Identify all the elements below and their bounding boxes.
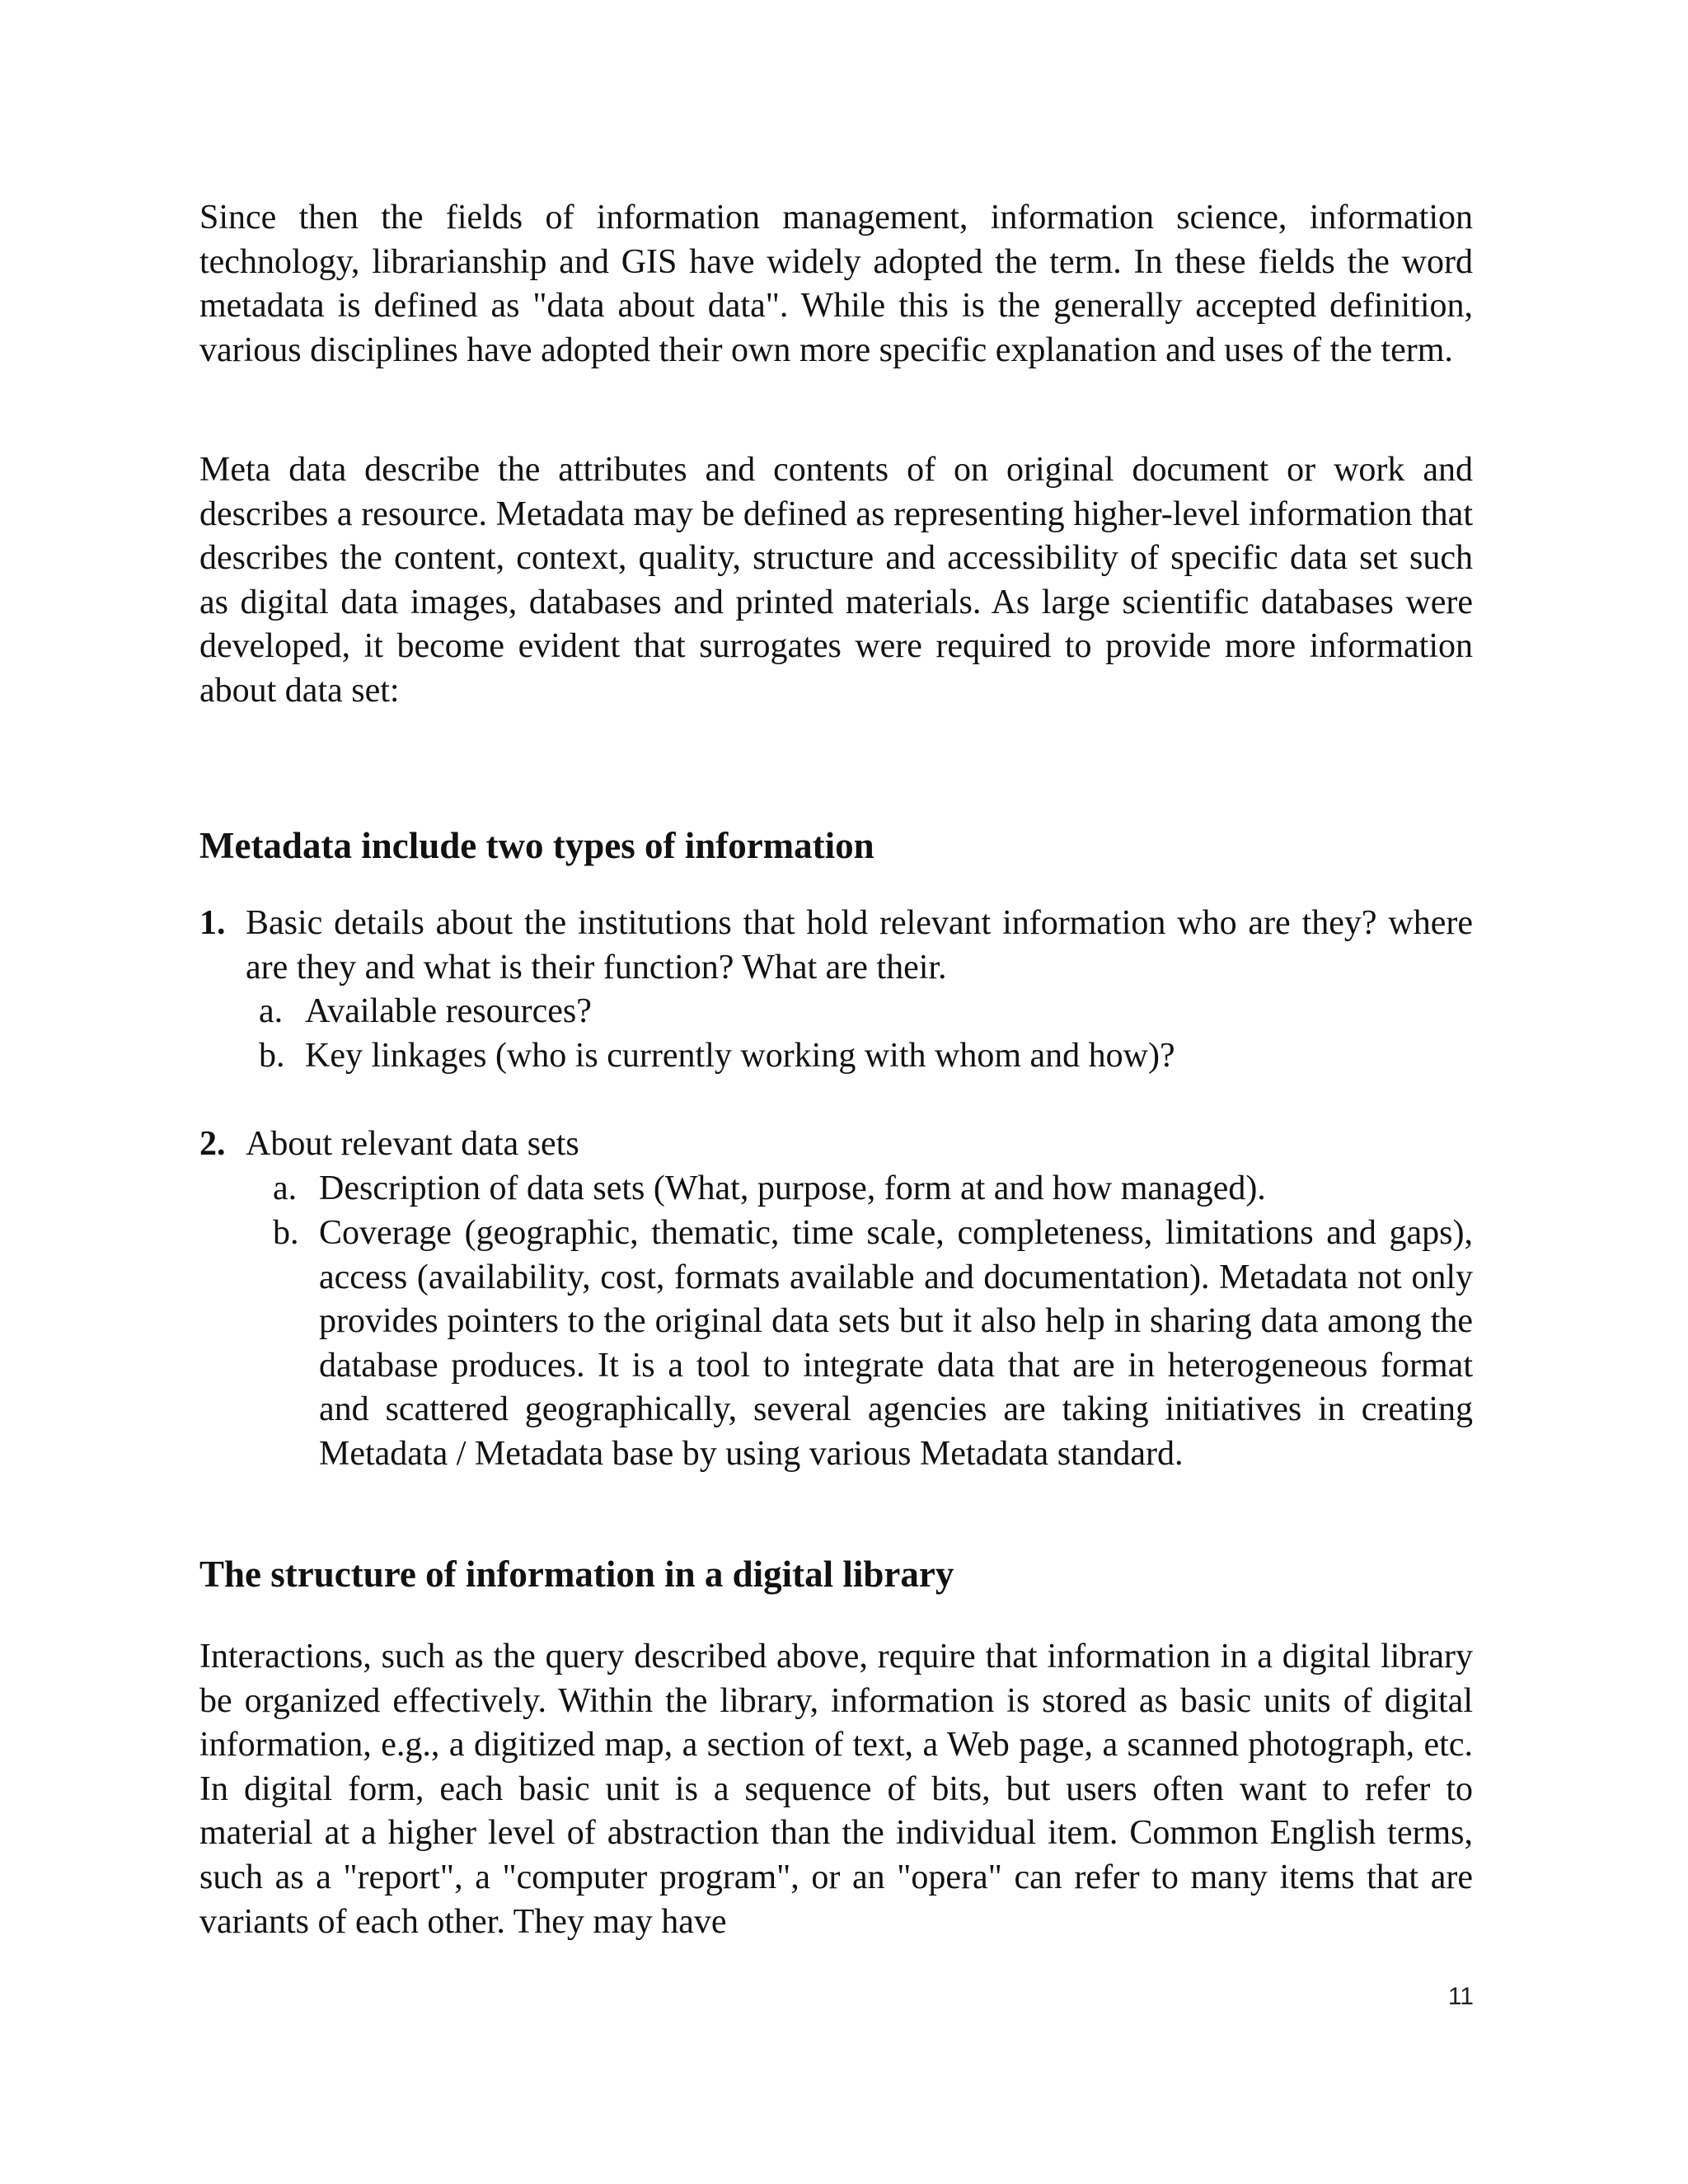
sub-list-text: Key linkages (who is currently working with whom and how)? <box>305 1037 1175 1075</box>
page-number: 11 <box>1447 1983 1474 2010</box>
list-number: 2. <box>199 1125 226 1163</box>
list-item-2 <box>199 1122 1473 1167</box>
sub-list-item <box>273 1167 1473 1212</box>
list-item-1 <box>199 902 1473 990</box>
list-item-text: Basic details about the institutions that hold relevant information who are they? where are they and what is their function? What are their. <box>246 904 1473 987</box>
paragraph-metadata-definition: Meta data describe the attributes and contents of on original document or work and describes a resource. Metadata may be defined as representing higher-level information that describes the content, context, quality, structure and accessibility of specific data set such as digital data images, databases and printed materials. As large scientific databases were developed, it become evident that surrogates were required to provide more information about data set: <box>199 451 1473 710</box>
sub-list-text: Description of data sets (What, purpose, form at and how managed). <box>319 1169 1266 1207</box>
sub-list-letter: b. <box>273 1214 299 1252</box>
sub-list-letter: b. <box>259 1037 285 1075</box>
sub-list-item <box>273 1212 1473 1477</box>
sub-list-text: Coverage (geographic, thematic, time scale, completeness, limitations and gaps), access (availability, cost, formats available and documentation). Metadata not only provides pointers to the original data sets but it also help in sharing data among the database produces. It is a tool to integrate data that are in heterogeneous format and scattered geographically, several agencies are taking initiatives in creating Metadata / Metadata base by using various Metadata standard. <box>319 1214 1473 1473</box>
paragraph-metadata-adoption: Since then the fields of information management, information science, information technology, librarianship and GIS have widely adopted the term. In these fields the word metadata is defined as "data about data". While this is the generally accepted definition, various disciplines have adopted their own more specific explanation and uses of the term. <box>199 199 1473 369</box>
list-number: 1. <box>199 904 226 942</box>
sub-list-item <box>259 990 1473 1034</box>
sub-list-text: Available resources? <box>305 992 592 1030</box>
sub-list-letter: a. <box>273 1169 298 1207</box>
section-heading-digital-library-structure: The structure of information in a digital library <box>199 1554 954 1595</box>
sub-list-item <box>259 1034 1473 1079</box>
sub-list-letter: a. <box>259 992 284 1030</box>
paragraph-digital-library: Interactions, such as the query described above, require that information in a digital library be organized effectively. Within the library, information is stored as basic units of digital information, e.g., a digitized map, a section of text, a Web page, a scanned photograph, etc. In digital form, each basic unit is a sequence of bits, but users often want to refer to material at a higher level of abstraction than the individual item. Common English terms, such as a "report", a "computer program", or an "opera" can refer to many items that are variants of each other. They may have <box>199 1638 1473 1941</box>
section-heading-metadata-types: Metadata include two types of information <box>199 825 874 866</box>
list-item-text: About relevant data sets <box>246 1125 579 1163</box>
